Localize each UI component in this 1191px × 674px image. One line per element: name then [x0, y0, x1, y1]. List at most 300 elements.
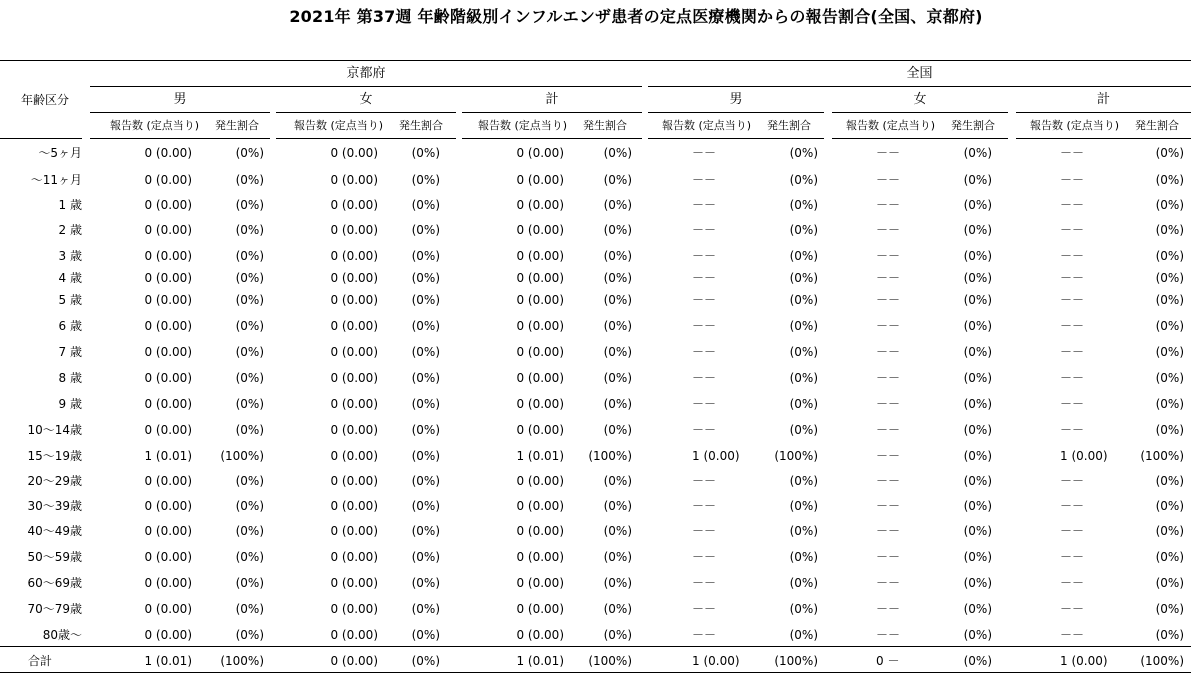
cell-kyoto-female-ratio: (0%)	[411, 146, 440, 160]
cell-kyoto-male-ratio: (100%)	[220, 449, 264, 463]
cell-national-total-count: 1 (0.00)	[1060, 654, 1108, 668]
cell-kyoto-male-count: 0 (0.00)	[144, 423, 192, 437]
col-header-count: 報告数 (定点当り)	[1030, 119, 1120, 132]
sub-header-kyoto-female: 女	[359, 92, 373, 107]
cell-national-male-count: －－	[692, 249, 717, 263]
cell-kyoto-male-count: 0 (0.00)	[144, 602, 192, 616]
cell-national-male-count: －－	[692, 271, 717, 285]
cell-kyoto-male-ratio: (0%)	[235, 293, 264, 307]
cell-kyoto-male-count: 0 (0.00)	[144, 397, 192, 411]
table-row	[0, 316, 1191, 336]
table-row	[0, 599, 1191, 619]
sub-rule	[90, 112, 270, 113]
col-header-count: 報告数 (定点当り)	[846, 119, 936, 132]
cell-national-male-ratio: (0%)	[789, 198, 818, 212]
cell-kyoto-total-count: 0 (0.00)	[516, 223, 564, 237]
header-rule	[276, 138, 456, 139]
cell-national-total-count: －－	[1060, 345, 1085, 359]
cell-kyoto-female-count: 0 (0.00)	[330, 423, 378, 437]
cell-national-total-count: －－	[1060, 576, 1085, 590]
cell-kyoto-total-count: 0 (0.00)	[516, 499, 564, 513]
cell-kyoto-female-ratio: (0%)	[411, 223, 440, 237]
cell-national-male-count: －－	[692, 293, 717, 307]
col-header-ratio: 発生割合	[215, 119, 259, 132]
cell-kyoto-male-count: 0 (0.00)	[144, 319, 192, 333]
cell-kyoto-total-count: 0 (0.00)	[516, 602, 564, 616]
cell-kyoto-total-ratio: (0%)	[603, 173, 632, 187]
age-label: 1 歳	[58, 198, 82, 212]
cell-national-total-ratio: (0%)	[1155, 499, 1184, 513]
cell-kyoto-male-count: 0 (0.00)	[144, 499, 192, 513]
cell-national-female-ratio: (0%)	[963, 602, 992, 616]
cell-national-male-ratio: (0%)	[789, 550, 818, 564]
cell-kyoto-male-ratio: (0%)	[235, 550, 264, 564]
cell-national-female-ratio: (0%)	[963, 223, 992, 237]
cell-national-male-count: －－	[692, 423, 717, 437]
cell-kyoto-male-count: 0 (0.00)	[144, 271, 192, 285]
sub-rule	[832, 112, 1008, 113]
cell-kyoto-male-ratio: (100%)	[220, 654, 264, 668]
cell-kyoto-female-ratio: (0%)	[411, 654, 440, 668]
cell-national-male-count: －－	[692, 223, 717, 237]
table-row	[0, 573, 1191, 593]
cell-kyoto-total-count: 0 (0.00)	[516, 576, 564, 590]
cell-national-female-count: －－	[876, 223, 901, 237]
cell-kyoto-male-ratio: (0%)	[235, 499, 264, 513]
cell-national-female-count: －－	[876, 550, 901, 564]
cell-national-female-ratio: (0%)	[963, 423, 992, 437]
cell-national-male-ratio: (0%)	[789, 345, 818, 359]
cell-national-total-count: －－	[1060, 173, 1085, 187]
cell-national-female-count: －－	[876, 146, 901, 160]
cell-national-total-ratio: (0%)	[1155, 423, 1184, 437]
cell-national-total-ratio: (0%)	[1155, 293, 1184, 307]
cell-national-male-count: －－	[692, 576, 717, 590]
age-column-header: 年齢区分	[20, 93, 69, 107]
cell-kyoto-male-ratio: (0%)	[235, 223, 264, 237]
group-header-national: 全国	[906, 66, 933, 81]
cell-national-male-ratio: (0%)	[789, 249, 818, 263]
table-row	[0, 547, 1191, 567]
age-label: 20～29歳	[27, 474, 82, 488]
cell-kyoto-female-ratio: (0%)	[411, 628, 440, 642]
cell-national-male-ratio: (0%)	[789, 423, 818, 437]
cell-kyoto-female-count: 0 (0.00)	[330, 371, 378, 385]
cell-national-female-ratio: (0%)	[963, 345, 992, 359]
header-rule	[0, 138, 82, 139]
cell-kyoto-total-ratio: (100%)	[588, 449, 632, 463]
cell-kyoto-female-ratio: (0%)	[411, 474, 440, 488]
cell-kyoto-female-ratio: (0%)	[411, 602, 440, 616]
cell-kyoto-female-count: 0 (0.00)	[330, 474, 378, 488]
cell-national-total-count: －－	[1060, 198, 1085, 212]
table-row	[0, 143, 1191, 163]
sub-rule	[1016, 112, 1191, 113]
header-rule	[90, 138, 270, 139]
cell-national-female-count: －－	[876, 371, 901, 385]
cell-kyoto-female-count: 0 (0.00)	[330, 173, 378, 187]
age-label: 2 歳	[58, 223, 82, 237]
page-title: 2021年 第37週 年齢階級別インフルエンザ患者の定点医療機関からの報告割合(全国、京都府)	[289, 7, 983, 26]
cell-kyoto-female-count: 0 (0.00)	[330, 249, 378, 263]
table-top-rule	[0, 60, 1191, 61]
cell-national-total-ratio: (0%)	[1155, 271, 1184, 285]
cell-national-female-ratio: (0%)	[963, 249, 992, 263]
sub-rule	[276, 112, 456, 113]
cell-national-female-ratio: (0%)	[963, 654, 992, 668]
cell-national-male-count: －－	[692, 345, 717, 359]
cell-kyoto-male-ratio: (0%)	[235, 474, 264, 488]
cell-national-total-ratio: (0%)	[1155, 602, 1184, 616]
age-label: 10～14歳	[27, 423, 82, 437]
table-row	[0, 420, 1191, 440]
cell-kyoto-total-ratio: (0%)	[603, 423, 632, 437]
cell-kyoto-total-ratio: (100%)	[588, 654, 632, 668]
col-header-count: 報告数 (定点当り)	[110, 119, 200, 132]
cell-national-total-count: －－	[1060, 524, 1085, 538]
cell-kyoto-female-ratio: (0%)	[411, 576, 440, 590]
cell-national-male-count: －－	[692, 602, 717, 616]
age-label: ～11ヶ月	[30, 173, 82, 187]
cell-national-total-ratio: (0%)	[1155, 524, 1184, 538]
cell-national-total-ratio: (0%)	[1155, 173, 1184, 187]
cell-kyoto-male-ratio: (0%)	[235, 602, 264, 616]
cell-national-male-count: 1 (0.00)	[692, 654, 740, 668]
cell-national-male-count: －－	[692, 397, 717, 411]
cell-kyoto-total-count: 0 (0.00)	[516, 146, 564, 160]
table-row	[0, 170, 1191, 190]
cell-national-male-count: －－	[692, 198, 717, 212]
cell-kyoto-total-count: 0 (0.00)	[516, 371, 564, 385]
cell-kyoto-female-count: 0 (0.00)	[330, 146, 378, 160]
group-rule-national	[648, 86, 1191, 87]
table-row	[0, 268, 1191, 288]
cell-national-total-ratio: (0%)	[1155, 198, 1184, 212]
cell-national-total-count: 1 (0.00)	[1060, 449, 1108, 463]
cell-kyoto-female-count: 0 (0.00)	[330, 602, 378, 616]
age-label: 6 歳	[58, 319, 82, 333]
cell-national-female-ratio: (0%)	[963, 449, 992, 463]
cell-national-female-count: －－	[876, 524, 901, 538]
cell-national-total-count: －－	[1060, 423, 1085, 437]
cell-national-male-ratio: (0%)	[789, 319, 818, 333]
cell-national-male-ratio: (0%)	[789, 293, 818, 307]
age-label: 50～59歳	[27, 550, 82, 564]
cell-kyoto-male-ratio: (0%)	[235, 249, 264, 263]
cell-national-total-count: －－	[1060, 499, 1085, 513]
cell-kyoto-total-ratio: (0%)	[603, 198, 632, 212]
sub-rule	[648, 112, 824, 113]
cell-kyoto-male-count: 0 (0.00)	[144, 345, 192, 359]
cell-national-total-ratio: (100%)	[1140, 654, 1184, 668]
col-header-count: 報告数 (定点当り)	[294, 119, 384, 132]
cell-kyoto-male-ratio: (0%)	[235, 173, 264, 187]
table-row	[0, 521, 1191, 541]
cell-kyoto-total-count: 0 (0.00)	[516, 173, 564, 187]
cell-kyoto-total-ratio: (0%)	[603, 499, 632, 513]
cell-national-total-count: －－	[1060, 474, 1085, 488]
age-label: 3 歳	[58, 249, 82, 263]
cell-national-total-ratio: (100%)	[1140, 449, 1184, 463]
cell-national-total-count: －－	[1060, 271, 1085, 285]
cell-national-female-ratio: (0%)	[963, 173, 992, 187]
cell-kyoto-male-ratio: (0%)	[235, 524, 264, 538]
cell-kyoto-male-ratio: (0%)	[235, 423, 264, 437]
age-label: 60～69歳	[27, 576, 82, 590]
cell-kyoto-total-count: 0 (0.00)	[516, 524, 564, 538]
cell-national-total-ratio: (0%)	[1155, 345, 1184, 359]
cell-national-male-count: －－	[692, 371, 717, 385]
cell-national-total-count: －－	[1060, 397, 1085, 411]
cell-national-male-ratio: (0%)	[789, 173, 818, 187]
cell-kyoto-total-count: 0 (0.00)	[516, 319, 564, 333]
cell-kyoto-female-count: 0 (0.00)	[330, 654, 378, 668]
table-row	[0, 342, 1191, 362]
cell-kyoto-female-count: 0 (0.00)	[330, 524, 378, 538]
cell-national-female-count: －－	[876, 345, 901, 359]
cell-kyoto-total-count: 0 (0.00)	[516, 198, 564, 212]
cell-kyoto-female-count: 0 (0.00)	[330, 397, 378, 411]
age-label: 70～79歳	[27, 602, 82, 616]
cell-kyoto-female-ratio: (0%)	[411, 423, 440, 437]
age-label: 30～39歳	[27, 499, 82, 513]
col-header-ratio: 発生割合	[399, 119, 443, 132]
cell-kyoto-female-count: 0 (0.00)	[330, 293, 378, 307]
cell-kyoto-female-ratio: (0%)	[411, 319, 440, 333]
cell-national-female-count: －－	[876, 319, 901, 333]
cell-kyoto-male-count: 0 (0.00)	[144, 146, 192, 160]
cell-national-female-ratio: (0%)	[963, 198, 992, 212]
cell-national-male-count: －－	[692, 550, 717, 564]
cell-national-total-ratio: (0%)	[1155, 474, 1184, 488]
cell-national-female-ratio: (0%)	[963, 397, 992, 411]
cell-kyoto-female-ratio: (0%)	[411, 371, 440, 385]
cell-kyoto-female-count: 0 (0.00)	[330, 449, 378, 463]
col-header-ratio: 発生割合	[583, 119, 627, 132]
total-row	[0, 651, 1191, 671]
col-header-count: 報告数 (定点当り)	[662, 119, 752, 132]
cell-national-female-count: －－	[876, 397, 901, 411]
cell-national-female-count: －－	[876, 628, 901, 642]
cell-national-female-count: －－	[876, 474, 901, 488]
header-rule	[832, 138, 1008, 139]
cell-national-female-count: －－	[876, 423, 901, 437]
cell-national-male-count: －－	[692, 628, 717, 642]
cell-national-female-count: －－	[876, 602, 901, 616]
sub-rule	[462, 112, 642, 113]
cell-national-total-ratio: (0%)	[1155, 550, 1184, 564]
cell-kyoto-female-ratio: (0%)	[411, 249, 440, 263]
cell-kyoto-total-ratio: (0%)	[603, 223, 632, 237]
cell-kyoto-female-count: 0 (0.00)	[330, 499, 378, 513]
cell-national-male-count: －－	[692, 499, 717, 513]
cell-kyoto-male-count: 0 (0.00)	[144, 293, 192, 307]
cell-kyoto-male-count: 0 (0.00)	[144, 576, 192, 590]
cell-kyoto-male-ratio: (0%)	[235, 271, 264, 285]
cell-kyoto-total-ratio: (0%)	[603, 249, 632, 263]
cell-national-male-ratio: (0%)	[789, 371, 818, 385]
cell-kyoto-total-count: 1 (0.01)	[516, 449, 564, 463]
age-label: 8 歳	[58, 371, 82, 385]
cell-national-male-ratio: (0%)	[789, 223, 818, 237]
group-header-kyoto: 京都府	[346, 66, 386, 81]
cell-national-female-ratio: (0%)	[963, 319, 992, 333]
cell-kyoto-male-ratio: (0%)	[235, 198, 264, 212]
cell-kyoto-female-count: 0 (0.00)	[330, 628, 378, 642]
cell-national-female-ratio: (0%)	[963, 293, 992, 307]
cell-kyoto-female-count: 0 (0.00)	[330, 198, 378, 212]
cell-kyoto-total-count: 0 (0.00)	[516, 397, 564, 411]
cell-national-female-count: －－	[876, 249, 901, 263]
cell-kyoto-male-count: 0 (0.00)	[144, 173, 192, 187]
table-row	[0, 220, 1191, 240]
col-header-count: 報告数 (定点当り)	[478, 119, 568, 132]
cell-national-female-ratio: (0%)	[963, 576, 992, 590]
cell-kyoto-total-count: 0 (0.00)	[516, 345, 564, 359]
cell-kyoto-female-count: 0 (0.00)	[330, 319, 378, 333]
cell-kyoto-female-ratio: (0%)	[411, 345, 440, 359]
cell-national-total-ratio: (0%)	[1155, 319, 1184, 333]
cell-national-total-ratio: (0%)	[1155, 576, 1184, 590]
cell-kyoto-total-ratio: (0%)	[603, 345, 632, 359]
cell-national-female-count: －－	[876, 271, 901, 285]
sub-header-national-male: 男	[729, 92, 743, 107]
cell-national-total-ratio: (0%)	[1155, 249, 1184, 263]
cell-national-male-count: －－	[692, 524, 717, 538]
cell-national-male-ratio: (100%)	[774, 654, 818, 668]
cell-national-female-count: －－	[876, 499, 901, 513]
cell-national-female-ratio: (0%)	[963, 371, 992, 385]
group-rule-kyoto	[90, 86, 642, 87]
cell-national-male-ratio: (0%)	[789, 146, 818, 160]
cell-national-total-ratio: (0%)	[1155, 223, 1184, 237]
cell-kyoto-male-count: 0 (0.00)	[144, 223, 192, 237]
cell-kyoto-female-count: 0 (0.00)	[330, 223, 378, 237]
cell-national-total-count: －－	[1060, 223, 1085, 237]
sub-header-national-female: 女	[913, 92, 927, 107]
cell-national-total-ratio: (0%)	[1155, 628, 1184, 642]
age-label: 80歳～	[42, 628, 82, 642]
age-label: 7 歳	[58, 345, 82, 359]
cell-kyoto-total-ratio: (0%)	[603, 576, 632, 590]
cell-kyoto-total-ratio: (0%)	[603, 602, 632, 616]
cell-kyoto-female-ratio: (0%)	[411, 550, 440, 564]
total-rule	[0, 646, 1191, 647]
cell-national-male-count: －－	[692, 474, 717, 488]
age-label: 9 歳	[58, 397, 82, 411]
cell-kyoto-male-count: 0 (0.00)	[144, 198, 192, 212]
cell-national-total-count: －－	[1060, 550, 1085, 564]
cell-kyoto-male-count: 0 (0.00)	[144, 550, 192, 564]
cell-kyoto-male-ratio: (0%)	[235, 371, 264, 385]
cell-kyoto-total-ratio: (0%)	[603, 397, 632, 411]
cell-kyoto-male-count: 0 (0.00)	[144, 524, 192, 538]
cell-kyoto-female-count: 0 (0.00)	[330, 576, 378, 590]
age-label: 40～49歳	[27, 524, 82, 538]
cell-kyoto-male-count: 0 (0.00)	[144, 628, 192, 642]
age-label: 15～19歳	[27, 449, 82, 463]
cell-kyoto-total-ratio: (0%)	[603, 550, 632, 564]
cell-national-female-count: 0 －	[876, 654, 900, 668]
cell-kyoto-male-count: 0 (0.00)	[144, 371, 192, 385]
cell-kyoto-male-ratio: (0%)	[235, 628, 264, 642]
cell-kyoto-female-ratio: (0%)	[411, 397, 440, 411]
cell-kyoto-female-ratio: (0%)	[411, 499, 440, 513]
cell-kyoto-total-ratio: (0%)	[603, 371, 632, 385]
cell-kyoto-male-ratio: (0%)	[235, 146, 264, 160]
cell-national-total-ratio: (0%)	[1155, 397, 1184, 411]
cell-kyoto-female-ratio: (0%)	[411, 271, 440, 285]
cell-national-male-count: 1 (0.00)	[692, 449, 740, 463]
cell-kyoto-total-count: 0 (0.00)	[516, 423, 564, 437]
header-rule	[648, 138, 824, 139]
cell-kyoto-female-ratio: (0%)	[411, 173, 440, 187]
age-label: 5 歳	[58, 293, 82, 307]
cell-national-male-ratio: (0%)	[789, 628, 818, 642]
cell-kyoto-total-ratio: (0%)	[603, 524, 632, 538]
col-header-ratio: 発生割合	[1135, 119, 1179, 132]
cell-kyoto-male-count: 0 (0.00)	[144, 474, 192, 488]
table-row	[0, 290, 1191, 310]
cell-national-total-count: －－	[1060, 293, 1085, 307]
cell-kyoto-male-count: 0 (0.00)	[144, 249, 192, 263]
cell-national-total-ratio: (0%)	[1155, 371, 1184, 385]
cell-national-female-ratio: (0%)	[963, 474, 992, 488]
sub-header-kyoto-male: 男	[173, 92, 187, 107]
table-row	[0, 471, 1191, 491]
cell-national-male-ratio: (100%)	[774, 449, 818, 463]
cell-national-male-count: －－	[692, 146, 717, 160]
cell-national-total-count: －－	[1060, 249, 1085, 263]
cell-national-female-count: －－	[876, 449, 901, 463]
cell-kyoto-total-ratio: (0%)	[603, 319, 632, 333]
age-label: ～5ヶ月	[38, 146, 82, 160]
cell-national-female-ratio: (0%)	[963, 628, 992, 642]
cell-kyoto-female-count: 0 (0.00)	[330, 271, 378, 285]
cell-national-total-count: －－	[1060, 602, 1085, 616]
table-row	[0, 394, 1191, 414]
header-rule	[1016, 138, 1191, 139]
cell-kyoto-male-ratio: (0%)	[235, 345, 264, 359]
cell-national-male-ratio: (0%)	[789, 576, 818, 590]
col-header-ratio: 発生割合	[767, 119, 811, 132]
table-row	[0, 446, 1191, 466]
cell-kyoto-total-ratio: (0%)	[603, 146, 632, 160]
cell-kyoto-total-ratio: (0%)	[603, 474, 632, 488]
cell-kyoto-total-count: 0 (0.00)	[516, 249, 564, 263]
cell-national-male-ratio: (0%)	[789, 524, 818, 538]
cell-national-female-count: －－	[876, 576, 901, 590]
cell-kyoto-male-ratio: (0%)	[235, 319, 264, 333]
cell-kyoto-male-ratio: (0%)	[235, 576, 264, 590]
table-row	[0, 368, 1191, 388]
sub-header-kyoto-total: 計	[545, 92, 559, 107]
total-label: 合計	[27, 654, 52, 668]
cell-kyoto-total-ratio: (0%)	[603, 628, 632, 642]
cell-national-male-ratio: (0%)	[789, 397, 818, 411]
cell-kyoto-male-ratio: (0%)	[235, 397, 264, 411]
cell-national-female-count: －－	[876, 198, 901, 212]
cell-kyoto-total-ratio: (0%)	[603, 293, 632, 307]
cell-kyoto-female-ratio: (0%)	[411, 198, 440, 212]
cell-kyoto-total-count: 1 (0.01)	[516, 654, 564, 668]
cell-kyoto-total-count: 0 (0.00)	[516, 550, 564, 564]
cell-kyoto-total-count: 0 (0.00)	[516, 474, 564, 488]
cell-national-total-count: －－	[1060, 146, 1085, 160]
cell-kyoto-female-ratio: (0%)	[411, 449, 440, 463]
cell-national-total-ratio: (0%)	[1155, 146, 1184, 160]
cell-kyoto-male-count: 1 (0.01)	[144, 654, 192, 668]
